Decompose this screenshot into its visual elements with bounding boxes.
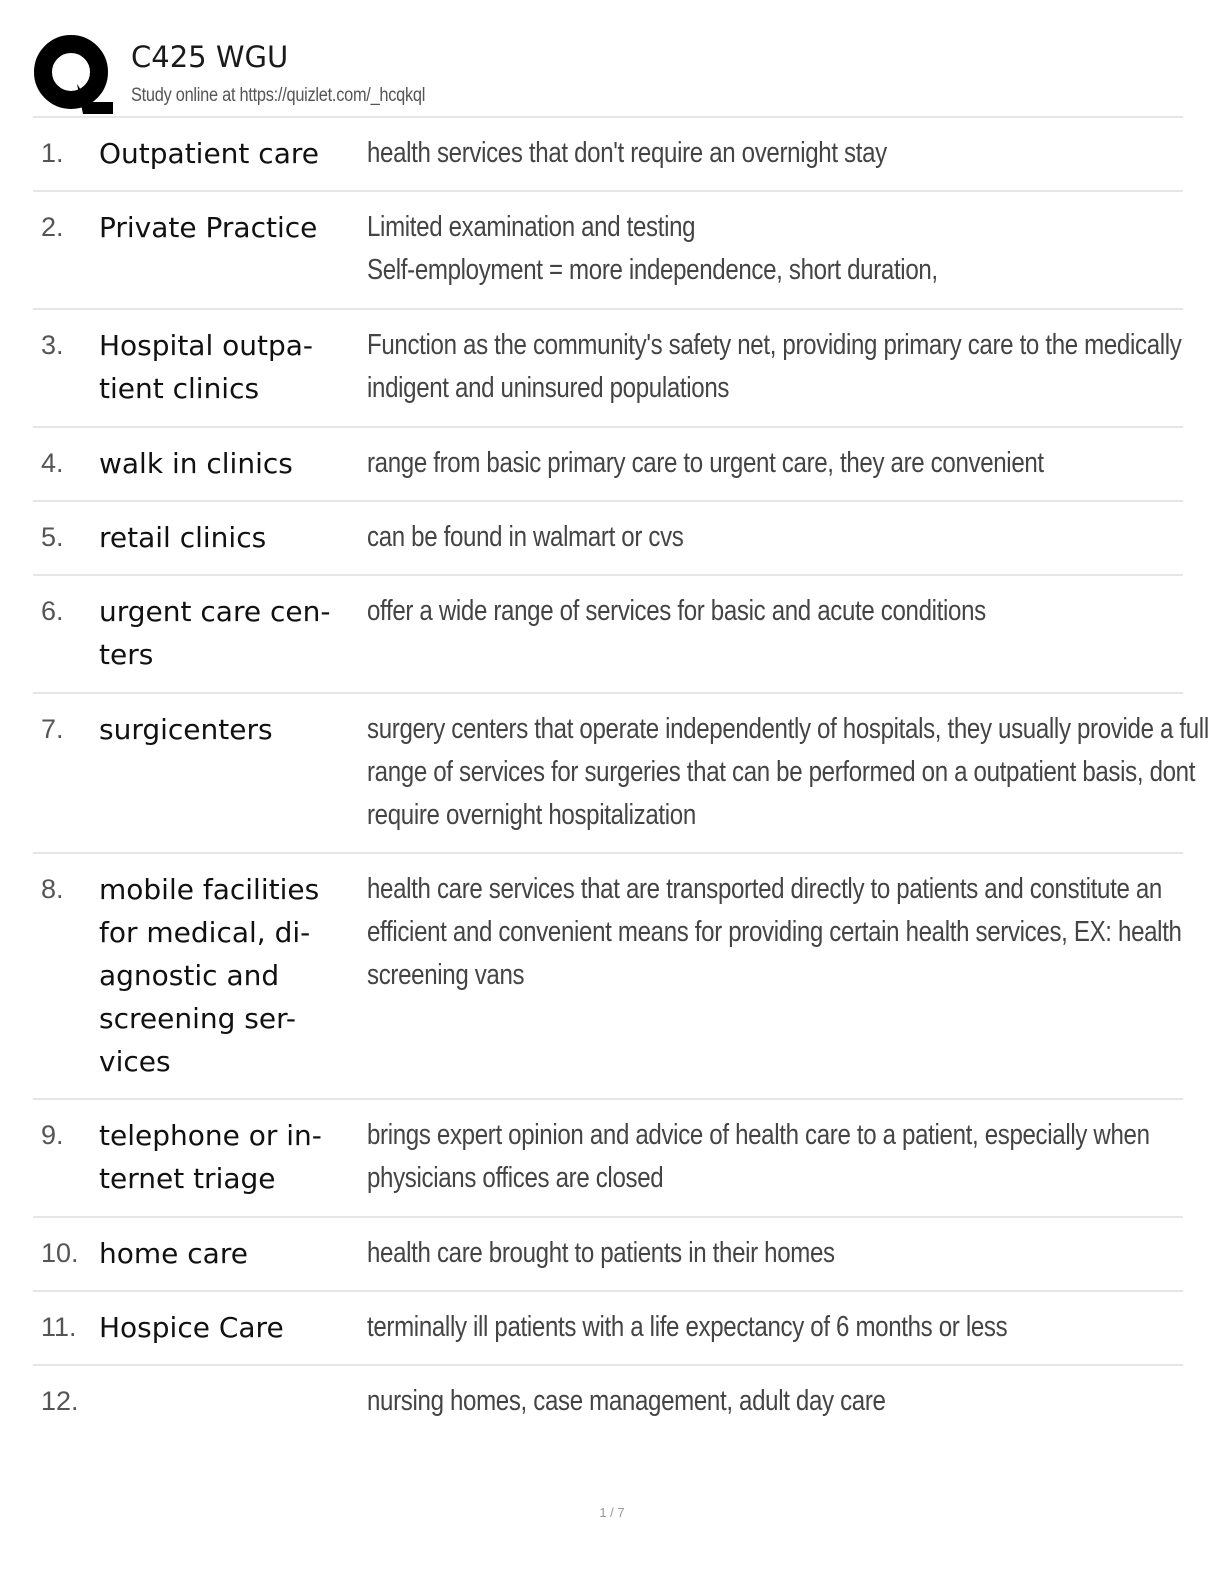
card-term-line: ternet triage <box>99 1162 276 1195</box>
card-definition-line: physicians offices are closed <box>367 1162 664 1194</box>
card-term-line: walk in clinics <box>99 447 293 480</box>
flashcard-row <box>33 1218 1183 1292</box>
card-term-line: screening ser- <box>99 1002 296 1035</box>
card-term <box>99 206 349 249</box>
card-number: 10. <box>41 1238 79 1268</box>
card-definition-line: can be found in walmart or cvs <box>367 521 684 553</box>
flashcard-list <box>33 116 1209 1440</box>
card-definition <box>367 1232 1180 1275</box>
flashcard-row <box>33 694 1209 854</box>
card-term-line: retail clinics <box>99 521 267 554</box>
card-term-line: telephone or in- <box>99 1119 322 1152</box>
card-term-line: Hospice Care <box>99 1311 284 1344</box>
card-term-line: tient clinics <box>99 372 260 405</box>
page-header <box>33 34 1183 114</box>
flashcard-row <box>33 1100 1183 1218</box>
card-definition <box>367 442 1180 485</box>
card-definition <box>367 516 1180 559</box>
card-number: 6. <box>41 596 64 626</box>
card-definition-line: efficient and convenient means for providing certain health services, EX: health <box>367 916 1182 948</box>
card-definition <box>367 590 1180 633</box>
card-definition <box>367 868 1180 997</box>
set-title: C425 WGU <box>131 40 289 74</box>
flashcard-row <box>33 1292 1183 1366</box>
card-number: 7. <box>41 714 64 744</box>
card-definition-line: range from basic primary care to urgent care, they are convenient <box>367 447 1044 479</box>
card-definition-line: Limited examination and testing <box>367 211 696 243</box>
card-definition <box>367 1380 1180 1423</box>
card-definition-line: brings expert opinion and advice of health care to a patient, especially when <box>367 1119 1150 1151</box>
card-term-line: Hospital outpa- <box>99 329 314 362</box>
card-definition-line: health care brought to patients in their homes <box>367 1237 835 1269</box>
card-term <box>99 516 349 559</box>
card-definition-line: screening vans <box>367 959 525 991</box>
card-definition <box>367 1114 1180 1200</box>
card-definition-line: offer a wide range of services for basic and acute conditions <box>367 595 986 627</box>
card-term <box>99 708 349 751</box>
card-definition-line: Function as the community's safety net, providing primary care to the medically <box>367 329 1182 361</box>
card-term-line: home care <box>99 1237 248 1270</box>
card-term-line: ters <box>99 638 154 671</box>
card-definition <box>367 206 1180 292</box>
card-definition-line: surgery centers that operate independently of hospitals, they usually provide a full <box>367 713 1209 745</box>
flashcard-row <box>33 428 1183 502</box>
flashcard-row <box>33 118 1183 192</box>
page-number: 1 / 7 <box>599 1505 625 1520</box>
card-number: 1. <box>41 138 64 168</box>
card-number: 12. <box>41 1386 79 1416</box>
card-number: 9. <box>41 1120 64 1150</box>
card-definition-line: health services that don't require an overnight stay <box>367 137 887 169</box>
set-url: Study online at https://quizlet.com/_hcqkql <box>131 85 426 106</box>
flashcard-row <box>33 854 1183 1100</box>
card-term <box>99 1114 349 1200</box>
card-definition-line: range of services for surgeries that can be performed on a outpatient basis, dont <box>367 756 1196 788</box>
card-definition-line: health care services that are transported directly to patients and constitute an <box>367 873 1162 905</box>
card-number: 2. <box>41 212 64 242</box>
card-definition-line: require overnight hospitalization <box>367 799 696 831</box>
card-term-line: Private Practice <box>99 211 318 244</box>
flashcard-row <box>33 502 1183 576</box>
card-definition-line: indigent and uninsured populations <box>367 372 730 404</box>
card-term-line: Outpatient care <box>99 137 319 170</box>
flashcard-row <box>33 310 1183 428</box>
card-term-line: agnostic and <box>99 959 280 992</box>
card-number: 8. <box>41 874 64 904</box>
card-term-line: urgent care cen- <box>99 595 331 628</box>
flashcard-row <box>33 1366 1183 1440</box>
card-definition-line: Self-employment = more independence, short duration, <box>367 254 938 286</box>
card-term <box>99 1232 349 1275</box>
card-term-line: vices <box>99 1045 171 1078</box>
card-term <box>99 590 349 676</box>
flashcard-row <box>33 192 1183 310</box>
card-definition-line: terminally ill patients with a life expectancy of 6 months or less <box>367 1311 1008 1343</box>
flashcard-row <box>33 576 1183 694</box>
card-number: 4. <box>41 448 64 478</box>
card-term <box>99 1306 349 1349</box>
card-definition <box>367 324 1180 410</box>
card-definition <box>367 1306 1180 1349</box>
card-term <box>99 442 349 485</box>
card-number: 5. <box>41 522 64 552</box>
quizlet-logo-icon <box>33 34 113 114</box>
card-term <box>99 324 349 410</box>
card-definition <box>367 708 1209 837</box>
card-number: 11. <box>41 1312 77 1342</box>
card-definition <box>367 132 1180 175</box>
card-definition-line: nursing homes, case management, adult day care <box>367 1385 886 1417</box>
card-term-line: for medical, di- <box>99 916 311 949</box>
card-term <box>99 132 349 175</box>
card-number: 3. <box>41 330 64 360</box>
card-term <box>99 868 349 1083</box>
card-term-line: surgicenters <box>99 713 273 746</box>
card-term-line: mobile facilities <box>99 873 320 906</box>
